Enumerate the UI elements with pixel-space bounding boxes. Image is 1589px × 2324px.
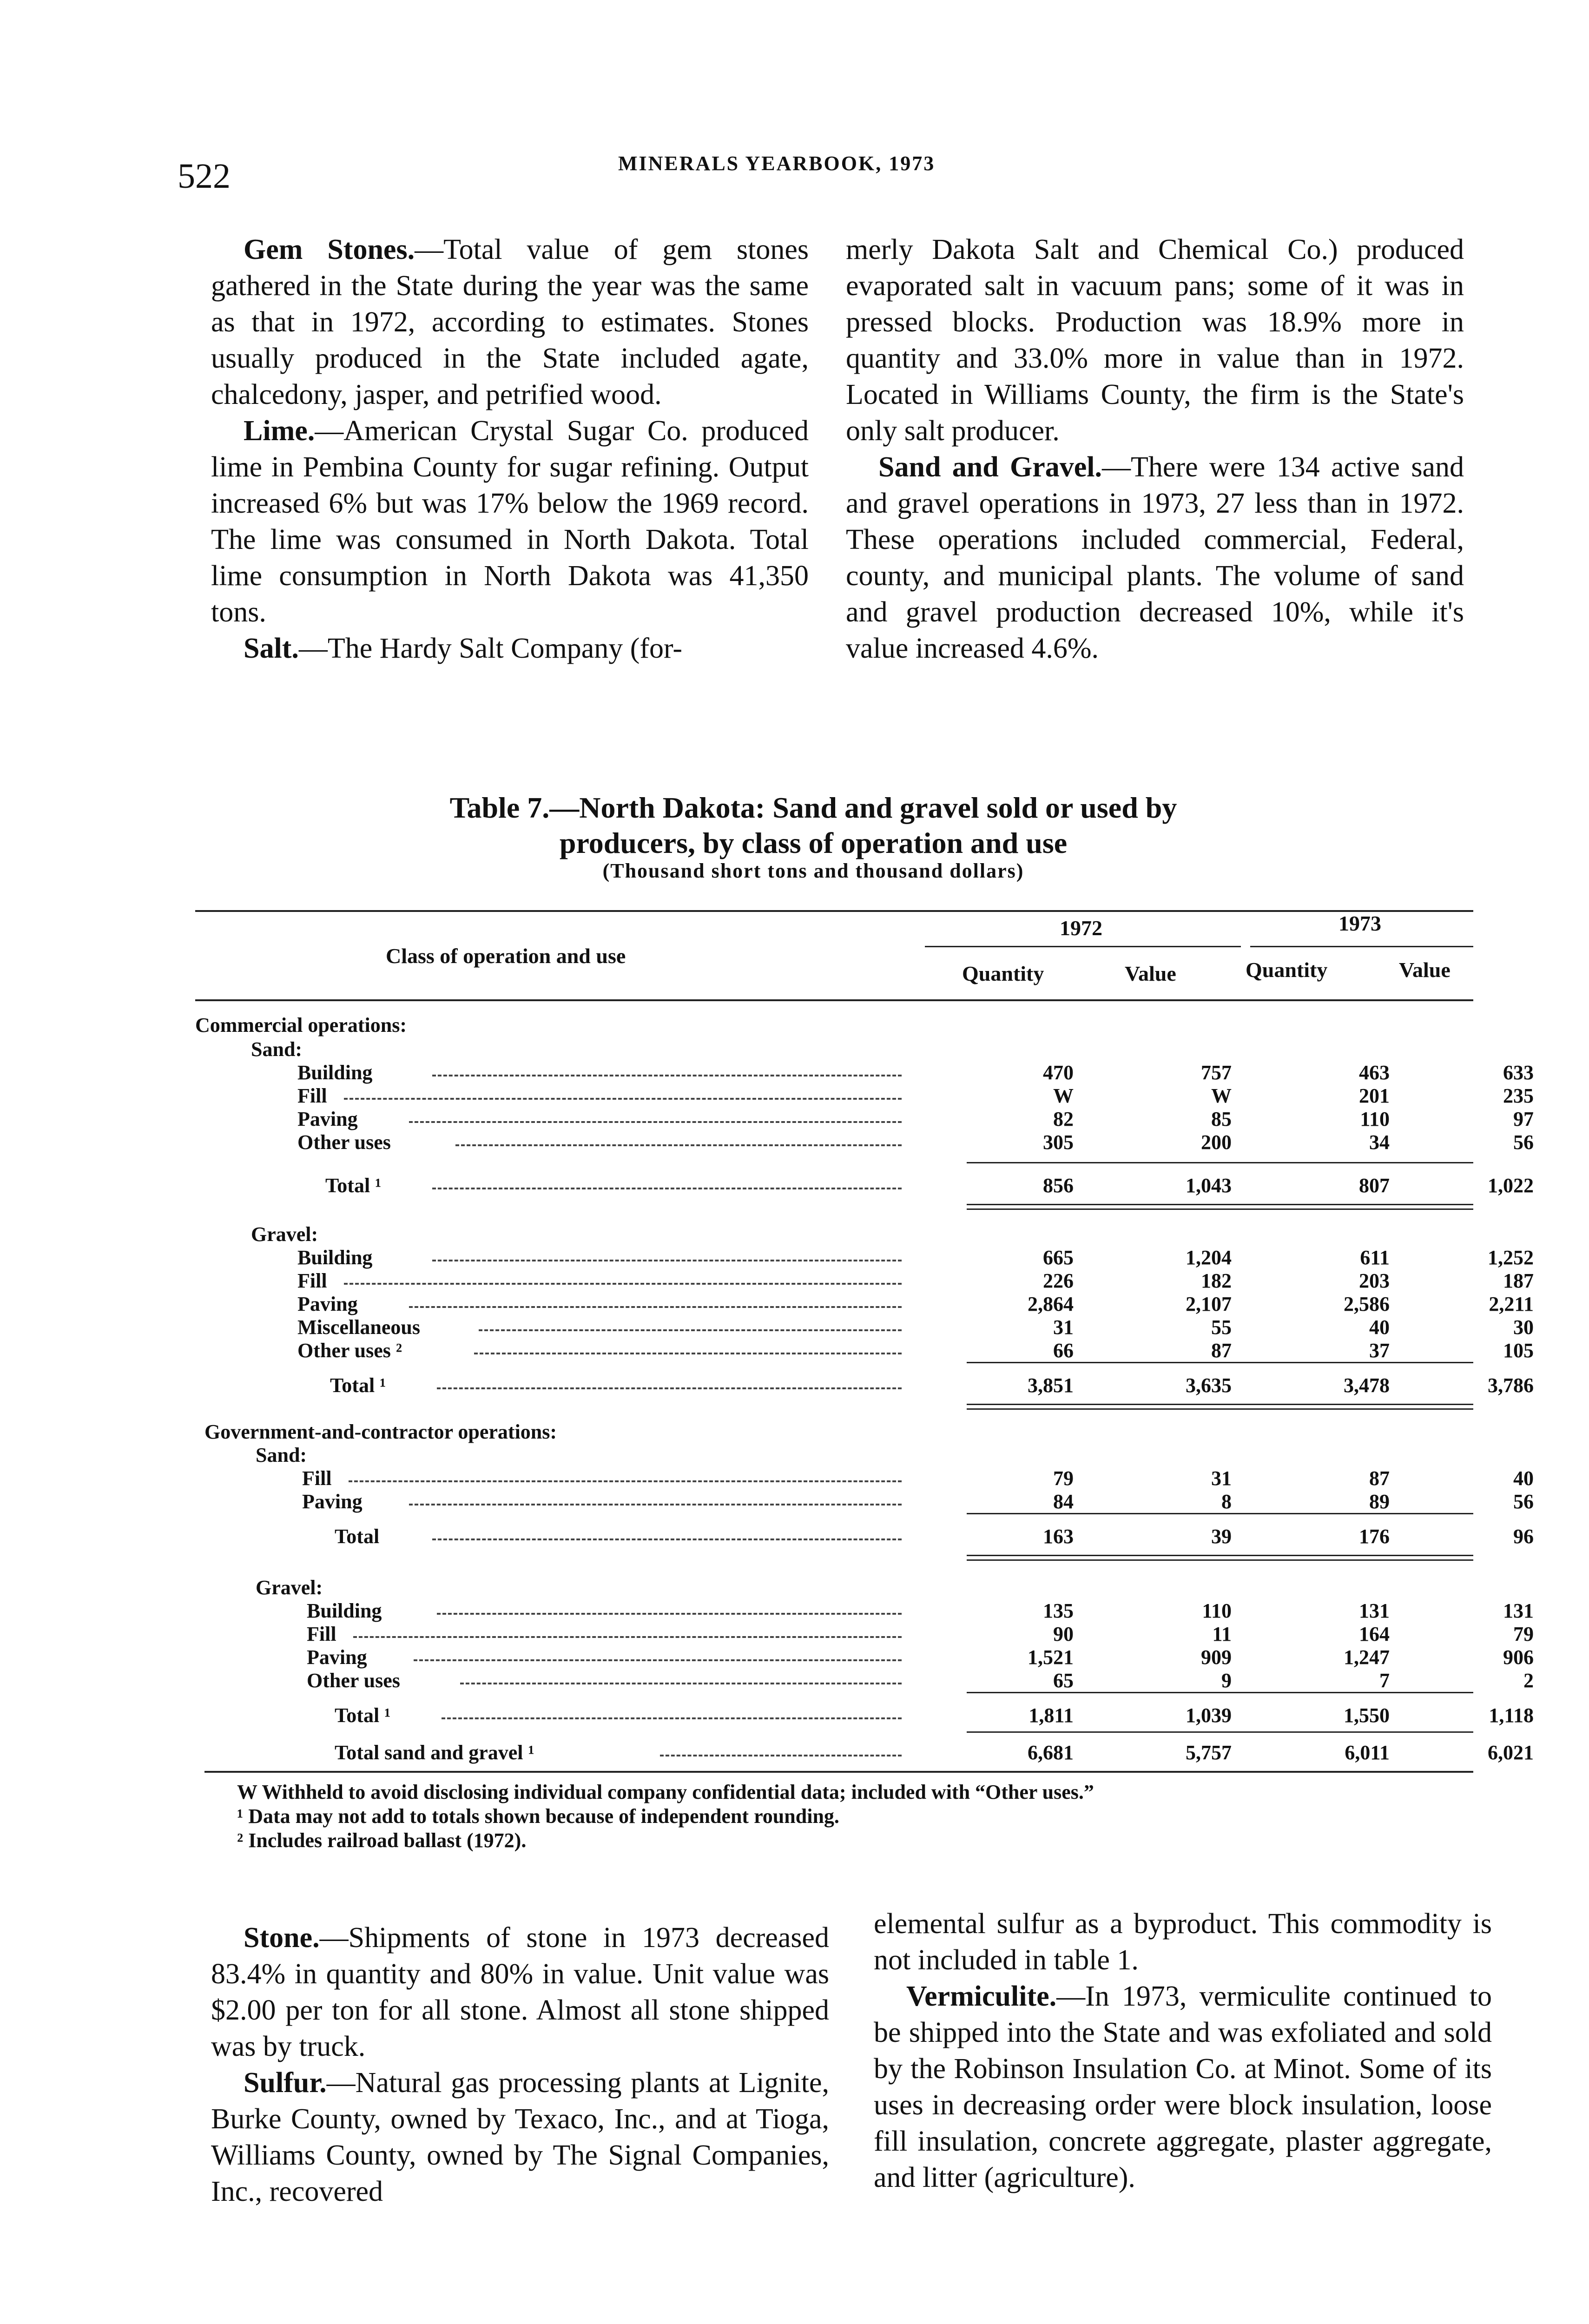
cell-val-1972: 909 <box>1201 1646 1232 1669</box>
cell-qty-1972: 84 <box>1053 1490 1074 1513</box>
table-row <box>0 1013 1589 1037</box>
cell-qty-1973: 89 <box>1369 1490 1390 1513</box>
row-label: Total sand and gravel ¹ <box>335 1741 534 1764</box>
cell-qty-1972: 65 <box>1053 1669 1074 1692</box>
cell-val-1972: W <box>1211 1084 1232 1107</box>
subtotal-rule <box>967 1692 1473 1693</box>
table-subtitle: (Thousand short tons and thousand dollars) <box>602 859 1024 882</box>
cell-qty-1972: 226 <box>1043 1269 1074 1292</box>
cell-val-1972: 87 <box>1211 1339 1232 1362</box>
cell-qty-1972: 6,681 <box>1028 1741 1074 1764</box>
cell-qty-1972: 305 <box>1043 1131 1074 1154</box>
lead-salt: Salt. <box>244 633 299 664</box>
row-label: Commercial operations: <box>195 1014 407 1037</box>
footnote-w: W Withheld to avoid disclosing individual company confidential data; included with “Other uses.” <box>237 1781 1094 1803</box>
cell-val-1973: 633 <box>1503 1061 1534 1084</box>
table-row <box>0 1037 1589 1062</box>
row-label: Fill <box>297 1084 327 1107</box>
cell-qty-1972: 1,811 <box>1029 1704 1074 1727</box>
lead-sand-gravel: Sand and Gravel. <box>878 451 1102 483</box>
table-top-rule <box>195 910 1473 912</box>
text-vermiculite: —In 1973, vermiculite continued to be shipped into the State and was exfoliated and sold by the Robinson Insulation Co. at Minot. Some of its uses in decreasing order were block insulation, loose fill insulation, concrete aggregate, plaster aggregate, and litter (agriculture). <box>874 1981 1492 2193</box>
cell-qty-1972: 82 <box>1053 1108 1074 1130</box>
total-rule <box>967 1204 1473 1205</box>
cell-val-1972: 9 <box>1221 1669 1232 1692</box>
row-label: Sand: <box>251 1038 303 1061</box>
cell-val-1973: 1,252 <box>1488 1246 1534 1269</box>
cell-val-1972: 1,043 <box>1186 1174 1232 1197</box>
cell-qty-1973: 110 <box>1360 1108 1390 1130</box>
table-row <box>0 1490 1589 1514</box>
cell-val-1972: 1,039 <box>1186 1704 1232 1727</box>
table-title-line1: Table 7.—North Dakota: Sand and gravel sold or used by <box>449 791 1177 824</box>
cell-qty-1972: 90 <box>1053 1623 1074 1645</box>
rule-1972 <box>925 946 1241 947</box>
cell-qty-1973: 3,478 <box>1344 1374 1390 1397</box>
table-row <box>0 1599 1589 1623</box>
cell-val-1972: 2,107 <box>1186 1293 1232 1315</box>
paragraph-stone <box>211 1920 829 2065</box>
cell-val-1973: 131 <box>1503 1599 1534 1622</box>
table-row <box>0 1339 1589 1363</box>
row-label: Government-and-contractor operations: <box>204 1420 557 1443</box>
cell-qty-1972: 163 <box>1043 1525 1074 1548</box>
table-row <box>0 1061 1589 1085</box>
cell-qty-1972: 470 <box>1043 1061 1074 1084</box>
row-label: Other uses <box>297 1131 391 1154</box>
cell-qty-1973: 87 <box>1369 1467 1390 1490</box>
table-row <box>0 1420 1589 1444</box>
cell-qty-1973: 176 <box>1359 1525 1390 1548</box>
row-label: Building <box>307 1599 382 1622</box>
row-label: Paving <box>307 1646 367 1669</box>
table-row <box>0 1246 1589 1270</box>
cell-val-1973: 40 <box>1513 1467 1534 1490</box>
cell-qty-1973: 1,247 <box>1344 1646 1390 1669</box>
table-row-total <box>0 1373 1589 1398</box>
cell-qty-1972: W <box>1053 1084 1074 1107</box>
column-header-1973-quantity: Quantity <box>1246 958 1328 982</box>
cell-qty-1973: 203 <box>1359 1269 1390 1292</box>
column-header-1972: 1972 <box>1060 916 1102 940</box>
text-gem-stones: —Total value of gem stones gathered in the State during the year was the same as that in 1972, according to estimates. Stones usually produced in the State included agate, chalcedony, jasper, and petrified wood. <box>211 234 809 410</box>
page-number: 522 <box>178 157 231 196</box>
text-stone: —Shipments of stone in 1973 decreased 83.4% in quantity and 80% in value. Unit value was $2.00 per ton for all stone. Almost all stone shipped was by truck. <box>211 1922 829 2062</box>
cell-qty-1972: 66 <box>1053 1339 1074 1362</box>
table-row <box>0 1576 1589 1600</box>
cell-val-1973: 30 <box>1513 1316 1534 1339</box>
row-label: Total <box>335 1525 380 1548</box>
cell-val-1973: 906 <box>1503 1646 1534 1669</box>
cell-val-1973: 235 <box>1503 1084 1534 1107</box>
cell-qty-1972: 665 <box>1043 1246 1074 1269</box>
table-row <box>0 1466 1589 1491</box>
row-label: Total ¹ <box>325 1174 382 1197</box>
row-label: Paving <box>302 1490 363 1513</box>
footnote-1: ¹ Data may not add to totals shown because of independent rounding. <box>237 1805 839 1828</box>
cell-val-1973: 79 <box>1513 1623 1534 1645</box>
footnote-2: ² Includes railroad ballast (1972). <box>237 1829 527 1852</box>
cell-qty-1973: 40 <box>1369 1316 1390 1339</box>
lead-lime: Lime. <box>244 415 315 447</box>
cell-val-1972: 85 <box>1211 1108 1232 1130</box>
cell-val-1972: 182 <box>1201 1269 1232 1292</box>
total-rule-double <box>967 1559 1473 1561</box>
cell-val-1973: 2,211 <box>1489 1293 1534 1315</box>
top-left-column <box>211 231 809 667</box>
paragraph-sand-gravel <box>846 449 1464 667</box>
lead-stone: Stone. <box>244 1922 320 1954</box>
cell-qty-1972: 856 <box>1043 1174 1074 1197</box>
text-sand-gravel: —There were 134 active sand and gravel operations in 1973, 27 less than in 1972. These operations included commercial, Federal, county, and municipal plants. The volume of sand and gravel production decreased 10%, while it's value increased 4.6%. <box>846 451 1464 664</box>
cell-val-1972: 757 <box>1201 1061 1232 1084</box>
paragraph-salt <box>211 630 809 667</box>
table-row-total <box>0 1525 1589 1549</box>
column-header-1972-value: Value <box>1125 962 1176 985</box>
subtotal-rule <box>967 1362 1473 1363</box>
row-label: Fill <box>302 1467 332 1490</box>
cell-qty-1973: 6,011 <box>1345 1741 1390 1764</box>
table-title <box>279 790 1348 861</box>
cell-val-1973: 1,022 <box>1488 1174 1534 1197</box>
paragraph-salt-continued <box>846 231 1464 449</box>
table-header-rule <box>195 999 1473 1001</box>
cell-qty-1972: 1,521 <box>1028 1646 1074 1669</box>
column-header-1973-value: Value <box>1399 958 1451 982</box>
row-label: Building <box>297 1061 373 1084</box>
cell-qty-1972: 2,864 <box>1028 1293 1074 1315</box>
cell-val-1973: 1,118 <box>1489 1704 1534 1727</box>
text-lime: —American Crystal Sugar Co. produced lime in Pembina County for sugar refining. Output increased 6% but was 17% below the 1969 record. The lime was consumed in North Dakota. Total lime consumption in North Dakota was 41,350 tons. <box>211 415 809 628</box>
cell-qty-1973: 463 <box>1359 1061 1390 1084</box>
cell-val-1973: 6,021 <box>1488 1741 1534 1764</box>
text-sulfur-continued: elemental sulfur as a byproduct. This commodity is not included in table 1. <box>874 1908 1492 1976</box>
total-rule-double <box>967 1208 1473 1210</box>
cell-val-1972: 5,757 <box>1186 1741 1232 1764</box>
cell-qty-1972: 135 <box>1043 1599 1074 1622</box>
cell-val-1973: 96 <box>1513 1525 1534 1548</box>
cell-qty-1973: 7 <box>1379 1669 1390 1692</box>
table-row <box>0 1292 1589 1316</box>
row-label: Total ¹ <box>330 1374 386 1397</box>
row-label: Sand: <box>256 1444 307 1466</box>
paragraph-sulfur-continued <box>874 1906 1492 1978</box>
cell-val-1972: 110 <box>1202 1599 1232 1622</box>
column-header-1972-quantity: Quantity <box>962 962 1044 985</box>
table-row <box>0 1443 1589 1467</box>
row-label: Fill <box>307 1623 336 1645</box>
cell-val-1972: 1,204 <box>1186 1246 1232 1269</box>
cell-val-1973: 187 <box>1503 1269 1534 1292</box>
cell-qty-1973: 807 <box>1359 1174 1390 1197</box>
table-row-total <box>0 1703 1589 1728</box>
text-sulfur: —Natural gas processing plants at Lignite, Burke County, owned by Texaco, Inc., and at Tioga, Williams County, owned by The Signal Companies, Inc., recovered <box>211 2067 829 2207</box>
cell-qty-1973: 34 <box>1369 1131 1390 1154</box>
cell-val-1972: 55 <box>1211 1316 1232 1339</box>
cell-qty-1972: 3,851 <box>1028 1374 1074 1397</box>
row-label: Gravel: <box>256 1576 323 1599</box>
row-label: Building <box>297 1246 373 1269</box>
cell-qty-1973: 37 <box>1369 1339 1390 1362</box>
row-label: Miscellaneous <box>297 1316 420 1339</box>
total-rule <box>967 1555 1473 1556</box>
table-row <box>0 1669 1589 1693</box>
cell-val-1973: 3,786 <box>1488 1374 1534 1397</box>
cell-val-1972: 31 <box>1211 1467 1232 1490</box>
table-row <box>0 1130 1589 1155</box>
lead-vermiculite: Vermiculite. <box>906 1981 1057 2012</box>
table-row <box>0 1622 1589 1646</box>
table-row <box>0 1269 1589 1293</box>
row-label: Gravel: <box>251 1223 318 1246</box>
column-header-class: Class of operation and use <box>386 944 626 968</box>
bottom-left-column <box>211 1920 829 2210</box>
total-rule <box>967 1731 1473 1733</box>
paragraph-lime <box>211 413 809 630</box>
running-head: MINERALS YEARBOOK, 1973 <box>618 152 936 175</box>
table-row-total <box>0 1174 1589 1198</box>
table-row <box>0 1645 1589 1670</box>
table-title-line2: producers, by class of operation and use <box>559 826 1068 859</box>
cell-qty-1973: 164 <box>1359 1623 1390 1645</box>
cell-val-1972: 8 <box>1221 1490 1232 1513</box>
top-right-column <box>846 231 1464 667</box>
table-row <box>0 1222 1589 1247</box>
rule-1973 <box>1250 946 1473 947</box>
row-label: Total ¹ <box>335 1704 391 1727</box>
cell-qty-1973: 201 <box>1359 1084 1390 1107</box>
row-label: Other uses ² <box>297 1339 402 1362</box>
cell-qty-1973: 1,550 <box>1344 1704 1390 1727</box>
cell-val-1973: 56 <box>1513 1490 1534 1513</box>
cell-val-1973: 97 <box>1513 1108 1534 1130</box>
row-label: Paving <box>297 1293 358 1315</box>
cell-val-1973: 2 <box>1523 1669 1534 1692</box>
table-row <box>0 1084 1589 1108</box>
total-rule <box>967 1404 1473 1405</box>
column-header-1973: 1973 <box>1338 911 1381 935</box>
table-row <box>0 1107 1589 1131</box>
paragraph-sulfur <box>211 2065 829 2210</box>
cell-qty-1973: 131 <box>1359 1599 1390 1622</box>
subtotal-rule <box>967 1513 1473 1514</box>
cell-val-1973: 105 <box>1503 1339 1534 1362</box>
cell-val-1972: 3,635 <box>1186 1374 1232 1397</box>
cell-val-1972: 11 <box>1212 1623 1232 1645</box>
cell-qty-1972: 79 <box>1053 1467 1074 1490</box>
cell-qty-1973: 2,586 <box>1344 1293 1390 1315</box>
text-salt: —The Hardy Salt Company (for- <box>298 633 683 664</box>
paragraph-vermiculite <box>874 1978 1492 2196</box>
lead-gem-stones: Gem Stones. <box>244 234 415 265</box>
text-salt-continued: merly Dakota Salt and Chemical Co.) produced evaporated salt in vacuum pans; some of it was in pressed blocks. Production was 18.9% more in quantity and 33.0% more in value than in 1972. Located in Williams County, the firm is the State's only salt producer. <box>846 234 1464 447</box>
table-row <box>0 1315 1589 1340</box>
row-label: Other uses <box>307 1669 400 1692</box>
lead-sulfur: Sulfur. <box>244 2067 327 2099</box>
table-bottom-rule <box>204 1771 1473 1773</box>
subtotal-rule <box>967 1162 1473 1163</box>
total-rule-double <box>967 1408 1473 1410</box>
cell-val-1973: 56 <box>1513 1131 1534 1154</box>
row-label: Paving <box>297 1108 358 1130</box>
bottom-right-column <box>874 1906 1492 2196</box>
cell-qty-1972: 31 <box>1053 1316 1074 1339</box>
paragraph-gem-stones <box>211 231 809 413</box>
cell-val-1972: 39 <box>1211 1525 1232 1548</box>
row-label: Fill <box>297 1269 327 1292</box>
cell-qty-1973: 611 <box>1360 1246 1390 1269</box>
table-row-grand-total <box>0 1741 1589 1765</box>
cell-val-1972: 200 <box>1201 1131 1232 1154</box>
